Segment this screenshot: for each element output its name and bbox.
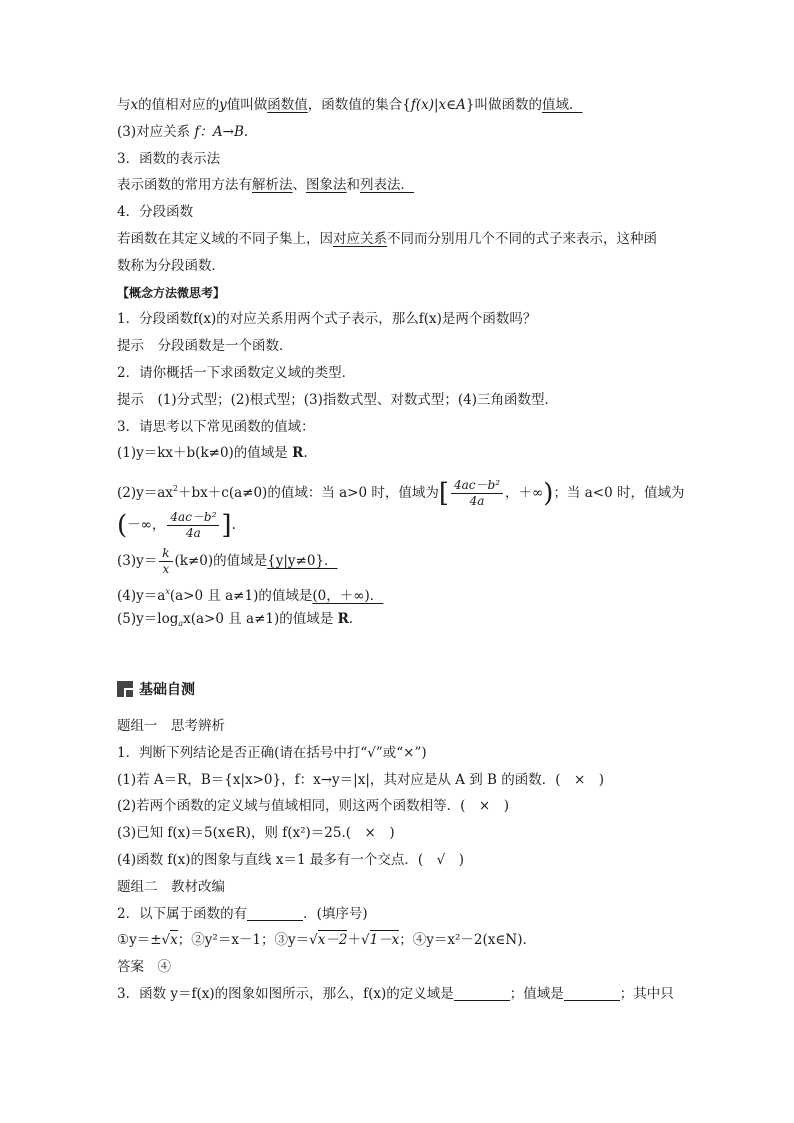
range-linear: (1)y＝kx＋b(k≠0)的值域是 R. bbox=[117, 445, 308, 462]
term-function-value: 函数值 bbox=[267, 97, 308, 113]
problem-2: 2．以下属于函数的有 ．(填序号) bbox=[117, 905, 368, 922]
judgement-3: (3)已知 f(x)＝5(x∈R)，则 f(x²)＝25.( × ) bbox=[117, 825, 395, 842]
judgement-4: (4)函数 f(x)的图象与直线 x＝1 最多有一个交点．( √ ) bbox=[117, 851, 464, 868]
hint-2: 提示 (1)分式型；(2)根式型；(3)指数式型、对数式型；(4)三角函数型． bbox=[117, 391, 558, 408]
hint-1: 提示 分段函数是一个函数． bbox=[117, 338, 293, 355]
range-quadratic-cont: (－∞， $\frac{\text{4ac－b²}}{4a}$ ]. bbox=[117, 510, 236, 541]
group-2-title: 题组二 教材改编 bbox=[117, 878, 225, 895]
representation-methods: 表示函数的常用方法有解析法、图象法和列表法． bbox=[117, 177, 414, 194]
fraction: $\frac{k}{x}$ bbox=[159, 547, 172, 576]
self-test bbox=[117, 713, 687, 1008]
question-2: 2．请你概括一下求函数定义域的类型． bbox=[117, 364, 356, 381]
problem-2-options: ①y＝±√x；②y²＝x－1；③y＝√x－2＋√1－x；④y＝x²－2(x∈N). bbox=[117, 932, 527, 949]
fraction: $\frac{\text{4ac－b²}}{4a}$ bbox=[451, 479, 503, 508]
term-correspondence: 对应关系 bbox=[333, 230, 387, 247]
problem-3: 3．函数 y＝f(x)的图象如图所示，那么，f(x)的定义域是 ；值域是 ；其中只 bbox=[117, 985, 674, 1002]
heading-piecewise: 4．分段函数 bbox=[117, 204, 194, 221]
judgement-1: (1)若 A＝R，B＝{x|x>0}，f：x→y＝|x|，其对应是从 A 到 B 的函数．( × ) bbox=[117, 771, 605, 788]
section-mark-icon bbox=[117, 681, 133, 697]
problem-1: 1．判断下列结论是否正确(请在括号中打“√”或“×”) bbox=[117, 744, 427, 761]
term-graph: 图象法 bbox=[306, 177, 347, 194]
piecewise-def-2: 数称为分段函数． bbox=[117, 257, 225, 274]
judgement-2: (2)若两个函数的定义域与值域相同，则这两个函数相等．( × ) bbox=[117, 798, 509, 815]
term-analytic: 解析法 bbox=[252, 177, 293, 194]
term-list: 列表法． bbox=[360, 177, 414, 194]
concept-title: 【概念方法微思考】 bbox=[117, 285, 226, 300]
section-heading: 基础自测 bbox=[117, 679, 195, 701]
fraction: $\frac{\text{4ac－b²}}{4a}$ bbox=[167, 511, 219, 540]
answer-2: 答案 ④ bbox=[117, 959, 171, 976]
range-reciprocal: (3)y＝ $\frac{k}{x}$ (k≠0)的值域是{y|y≠0}． bbox=[117, 546, 338, 577]
heading-representation: 3．函数的表示法 bbox=[117, 150, 221, 167]
range-quadratic: $(2)y=ax^2+bx+c(a\ne 0)$的值域：当 a>0 时，值域为[ $\frac{\text{4ac－b²}}{4a}$ ，＋∞)；当 a<0 时，值域为 bbox=[117, 478, 685, 509]
term-range: 值域． bbox=[542, 97, 583, 113]
group-1-title: 题组一 思考辨析 bbox=[117, 718, 225, 734]
answer-blank[interactable] bbox=[454, 984, 510, 1001]
question-3: 3．请思考以下常见函数的值域： bbox=[117, 418, 315, 435]
piecewise-def-1: 若函数在其定义域的不同子集上，因对应关系不同而分别用几个不同的式子来表示，这种函 bbox=[117, 230, 657, 247]
correspondence-line: (3)对应关系 f：A→B. bbox=[117, 123, 249, 140]
codomain-line: 与x的值相对应的y值叫做函数值，函数值的集合{f(x)|x∈A}叫做函数的值域． bbox=[117, 97, 583, 113]
answer-blank[interactable] bbox=[564, 984, 620, 1001]
range-logarithm: $(5)y=\log_ax(a>0$ 且 a≠1)的值域是 R. bbox=[117, 610, 354, 628]
question-1: 1．分段函数f(x)的对应关系用两个式子表示，那么f(x)是两个函数吗？ bbox=[117, 311, 537, 328]
content bbox=[117, 92, 687, 633]
answer-blank[interactable] bbox=[247, 904, 303, 921]
range-exponential: $(4)y=a^x(a>0$ 且 a≠1)的值域是(0，＋∞)． bbox=[117, 587, 384, 605]
